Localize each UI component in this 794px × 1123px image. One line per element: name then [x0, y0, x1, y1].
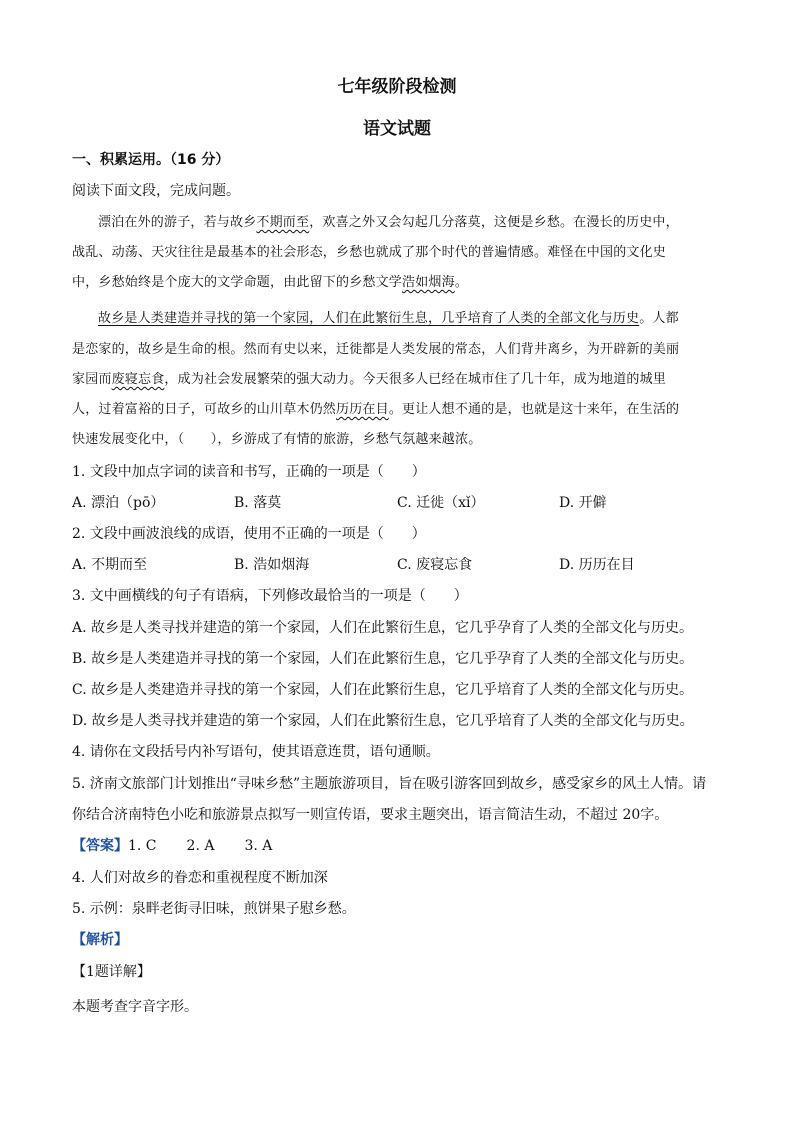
passage-para1-line3 [72, 273, 468, 293]
question-5-line1: 5. 济南文旅部门计划推出“寻味乡愁”主题旅游项目，旨在吸引游客回到故乡，感受家乡的风土人情。请 [72, 776, 707, 792]
answer-3: 3. A [244, 838, 273, 854]
answer-1: 1. C [128, 838, 157, 854]
passage-text: 人，过着富裕的日子，可故乡的山川草木仍然 [72, 402, 337, 417]
wavy-idiom: 不期而至 [256, 215, 310, 230]
analysis-detail-heading: 【1题详解】 [72, 964, 151, 980]
question-1-option-a: A. 漂泊（pō） [72, 495, 165, 511]
question-3-stem: 3. 文中画横线的句子有语病，下列修改最恰当的一项是（ ） [72, 588, 468, 604]
section-heading: 一、积累运用。（16 分） [72, 152, 230, 168]
passage-para1-line1 [98, 213, 679, 233]
answer-row [72, 836, 272, 856]
passage-text: ，欢喜之外又会勾起几分落莫，这便是乡愁。在漫长的历史中， [309, 215, 679, 230]
analysis-tag: 【解析】 [72, 932, 128, 948]
passage-text: 中，乡愁始终是个庞大的文学命题，由此留下的乡愁文学 [72, 275, 403, 290]
question-2-stem: 2. 文段中画波浪线的成语，使用不正确的一项是（ ） [72, 526, 426, 542]
page-subtitle: 语文试题 [363, 119, 431, 139]
answer-5: 5. 示例：泉畔老街寻旧味，煎饼果子慰乡愁。 [72, 901, 356, 917]
passage-para2-line1 [98, 309, 679, 329]
passage-text: 。人都 [639, 311, 679, 326]
wavy-idiom: 废寝忘食 [111, 372, 165, 387]
question-1-option-b: B. 落莫 [234, 495, 282, 511]
question-2-option-a: A. 不期而至 [72, 557, 148, 573]
question-2-option-d: D. 历历在目 [559, 557, 635, 573]
question-1-option-c: C. 迁徙（xǐ） [397, 495, 485, 511]
passage-text: 。更让人想不通的是，也就是这十来年，在生活的 [388, 402, 680, 417]
passage-text: 家园而 [72, 372, 112, 387]
question-1-stem: 1. 文段中加点字词的读音和书写，正确的一项是（ ） [72, 464, 426, 480]
passage-para1-line2: 战乱、动荡、天灾往往是最基本的社会形态，乡愁也就成了那个时代的普遍情感。难怪在中国的文化史 [72, 245, 667, 260]
passage-text: 漂泊在外的游子，若与故乡 [98, 215, 257, 230]
passage-para2-line4 [72, 400, 679, 420]
question-2-option-c: C. 废寝忘食 [397, 557, 473, 573]
intro-text: 阅读下面文段，完成问题。 [72, 183, 240, 199]
question-3-option-b: B. 故乡是人类建造并寻找的第一个家园，人们在此繁衍生息，它几乎孕育了人类的全部文化与历史。 [72, 651, 694, 667]
question-3-option-d: D. 故乡是人类寻找并建造的第一个家园，人们在此繁衍生息，它几乎培育了人类的全部文化与历史。 [72, 713, 694, 729]
wavy-idiom: 浩如烟海 [402, 275, 455, 290]
passage-text: ，成为社会发展繁荣的强大动力。今天很多人已经在城市住了几十年，成为地道的城里 [164, 372, 667, 387]
page-title: 七年级阶段检测 [337, 77, 457, 97]
underlined-sentence: 故乡是人类建造并寻找的第一个家园，人们在此繁衍生息，几乎培育了人类的全部文化与历史 [98, 311, 640, 326]
question-3-option-c: C. 故乡是人类建造并寻找的第一个家园，人们在此繁衍生息，它几乎培育了人类的全部文化与历史。 [72, 682, 694, 698]
wavy-idiom: 历历在目 [336, 402, 389, 417]
passage-para2-line3 [72, 370, 666, 390]
passage-text: 。 [454, 275, 469, 290]
analysis-text: 本题考查字音字形。 [72, 999, 198, 1015]
passage-para2-line5: 快速发展变化中，（ ），乡游成了有情的旅游，乡愁气氛越来越浓。 [72, 432, 482, 447]
answer-2: 2. A [186, 838, 215, 854]
answer-4: 4. 人们对故乡的眷恋和重视程度不断加深 [72, 870, 328, 886]
question-3-option-a: A. 故乡是人类寻找并建造的第一个家园，人们在此繁衍生息，它几乎孕育了人类的全部文化与历史。 [72, 620, 694, 636]
question-2-option-b: B. 浩如烟海 [234, 557, 310, 573]
question-1-option-d: D. 开僻 [559, 495, 607, 511]
answer-tag: 【答案】 [72, 838, 128, 854]
question-5-line2: 你结合济南特色小吃和旅游景点拟写一则宣传语，要求主题突出，语言简洁生动，不超过 20字。 [72, 807, 669, 823]
passage-para2-line2: 是恋家的，故乡是生命的根。然而有史以来，迁徙都是人类发展的常态，人们背井离乡，为开辟新的美丽 [72, 342, 680, 357]
question-4-stem: 4. 请你在文段括号内补写语句，使其语意连贯，语句通顺。 [72, 744, 440, 760]
